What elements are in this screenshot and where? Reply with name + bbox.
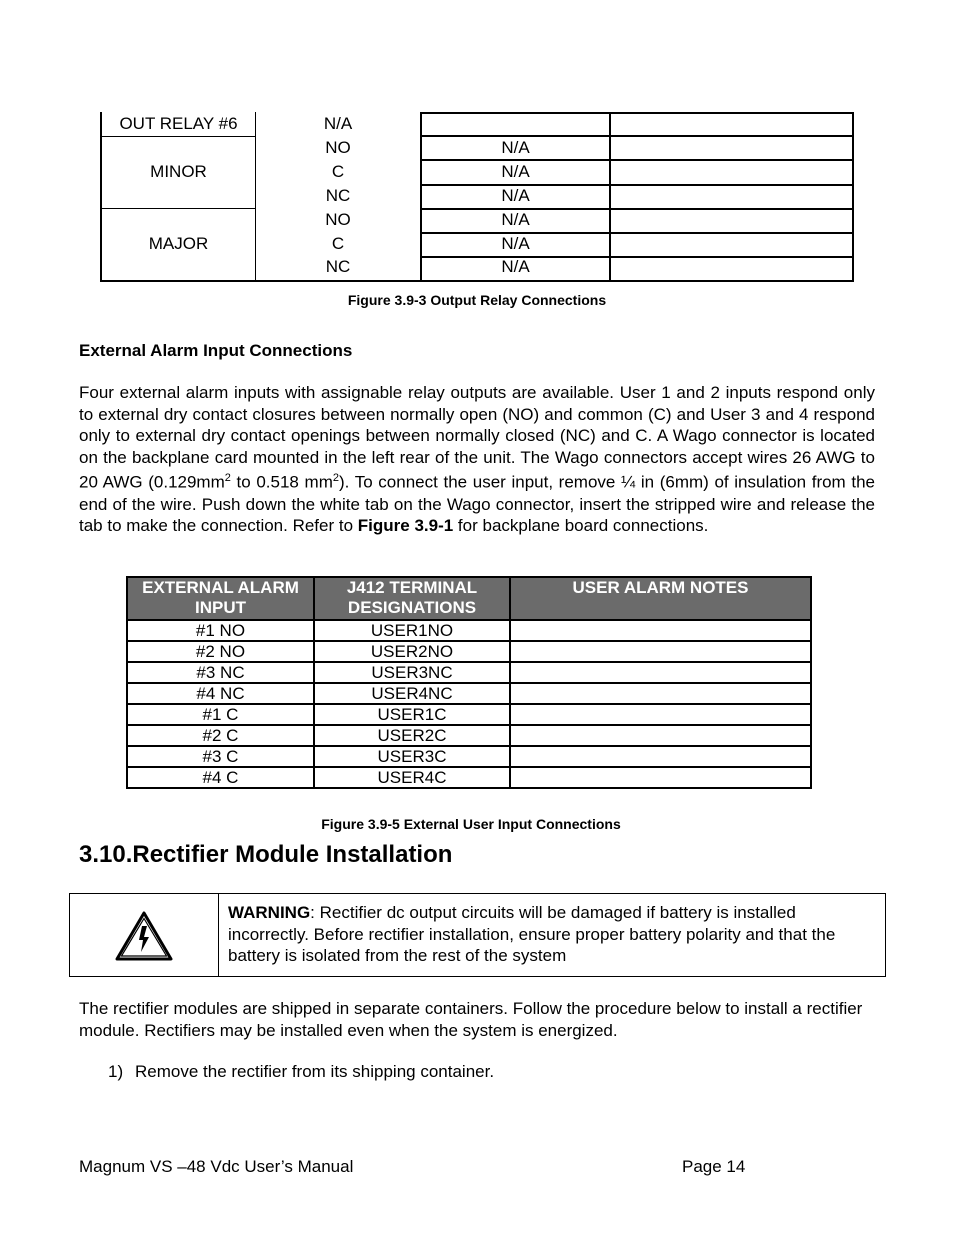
header-external-alarm-input: EXTERNAL ALARM INPUT (127, 577, 314, 620)
terminal-cell: USER1NO (314, 620, 510, 641)
notes-cell (510, 683, 811, 704)
external-alarm-table (126, 576, 812, 789)
alarm-input-cell: #4 C (127, 767, 314, 788)
terminal-cell: USER2C (314, 725, 510, 746)
output-relay-table (100, 112, 854, 282)
major-value-no: N/A (501, 210, 530, 229)
header-j412-terminal: J412 TERMINAL DESIGNATIONS (314, 577, 510, 620)
para-text-4: for backplane board connections. (453, 516, 709, 536)
alarm-table-header-row (127, 577, 811, 620)
rectifier-paragraph: The rectifier modules are shipped in separate containers. Follow the procedure below to install a rectifier module. Rectifiers may be installed even when the system is energized. (79, 999, 863, 1040)
notes-cell (510, 662, 811, 683)
notes-cell (510, 725, 811, 746)
minor-value-no: N/A (501, 138, 530, 157)
alarm-input-cell: #2 C (127, 725, 314, 746)
alarm-input-cell: #1 C (127, 704, 314, 725)
para-text-2: to 0.518 mm (230, 473, 333, 493)
relay-table-caption: Figure 3.9-3 Output Relay Connections (347, 292, 607, 308)
table-row (127, 767, 811, 788)
alarm-table-caption: Figure 3.9-5 External User Input Connections (321, 816, 621, 832)
table-row (127, 746, 811, 767)
table-row (127, 662, 811, 683)
terminal-cell: USER1C (314, 704, 510, 725)
table-row (127, 704, 811, 725)
para-text-3: ). To connect the user input, remove ¼ in (6mm) of insulation from the end of the wire. Push down the white tab on the Wago connector, insert the stripped wire and release the tab to make the connection. Refer to (79, 473, 875, 536)
terminal-cell: USER4C (314, 767, 510, 788)
terminal-cell: USER2NO (314, 641, 510, 662)
superscript-2: 2 (332, 472, 339, 485)
step-text: Remove the rectifier from its shipping container. (135, 1062, 495, 1081)
external-alarm-paragraph (79, 382, 875, 537)
notes-cell (510, 704, 811, 725)
major-contact-no: NO (325, 210, 351, 229)
terminal-cell: USER3C (314, 746, 510, 767)
minor-contact-no: NO (325, 138, 351, 157)
warning-body: : Rectifier dc output circuits will be damaged if battery is installed incorrectly. Before rectifier installation, ensure proper battery polarity and that the battery is isolated from the rest of the system (228, 903, 836, 966)
alarm-input-cell: #2 NO (127, 641, 314, 662)
footer-manual-title: Magnum VS –48 Vdc User’s Manual (79, 1157, 354, 1176)
major-value-c: N/A (501, 234, 530, 253)
out-relay-6-label: OUT RELAY #6 (119, 114, 238, 133)
terminal-cell: USER3NC (314, 662, 510, 683)
step-number: 1) (108, 1062, 124, 1081)
table-row (127, 725, 811, 746)
minor-contact-c: C (331, 162, 345, 181)
major-contact-c: C (331, 234, 345, 253)
major-label: MAJOR (148, 234, 209, 253)
terminal-cell: USER4NC (314, 683, 510, 704)
table-row (127, 683, 811, 704)
alarm-input-cell: #3 C (127, 746, 314, 767)
high-voltage-warning-icon (114, 910, 174, 962)
major-contact-nc: NC (325, 257, 351, 276)
notes-cell (510, 620, 811, 641)
figure-reference: Figure 3.9-1 (357, 516, 454, 536)
warning-label: WARNING (228, 903, 311, 922)
warning-text (228, 902, 878, 967)
section-title: 3.10.Rectifier Module Installation (79, 841, 453, 868)
table-row (127, 620, 811, 641)
header-user-alarm-notes: USER ALARM NOTES (510, 577, 811, 620)
notes-cell (510, 641, 811, 662)
major-value-nc: N/A (501, 257, 530, 276)
minor-contact-nc: NC (325, 186, 351, 205)
alarm-input-cell: #4 NC (127, 683, 314, 704)
warning-box (69, 893, 886, 977)
footer-page-number: Page 14 (682, 1157, 746, 1176)
notes-cell (510, 767, 811, 788)
para-text-1: Four external alarm inputs with assignable relay outputs are available. User 1 and 2 inputs respond only to external dry contact closures between normally open (NO) and common (C) and User 3 and 4 respond only to external dry contact openings between normally closed (NC) and C. A Wago connector is located on the backplane card mounted in the left rear of the unit. The Wago connectors accept wires 26 AWG to 20 AWG (0.129mm (79, 383, 875, 493)
external-alarm-heading: External Alarm Input Connections (79, 341, 353, 360)
table-row (127, 641, 811, 662)
alarm-input-cell: #1 NO (127, 620, 314, 641)
minor-label: MINOR (150, 162, 207, 181)
notes-cell (510, 746, 811, 767)
out-relay-6-value: N/A (323, 114, 353, 133)
minor-value-nc: N/A (501, 186, 530, 205)
superscript-1: 2 (224, 472, 231, 485)
alarm-input-cell: #3 NC (127, 662, 314, 683)
minor-value-c: N/A (501, 162, 530, 181)
